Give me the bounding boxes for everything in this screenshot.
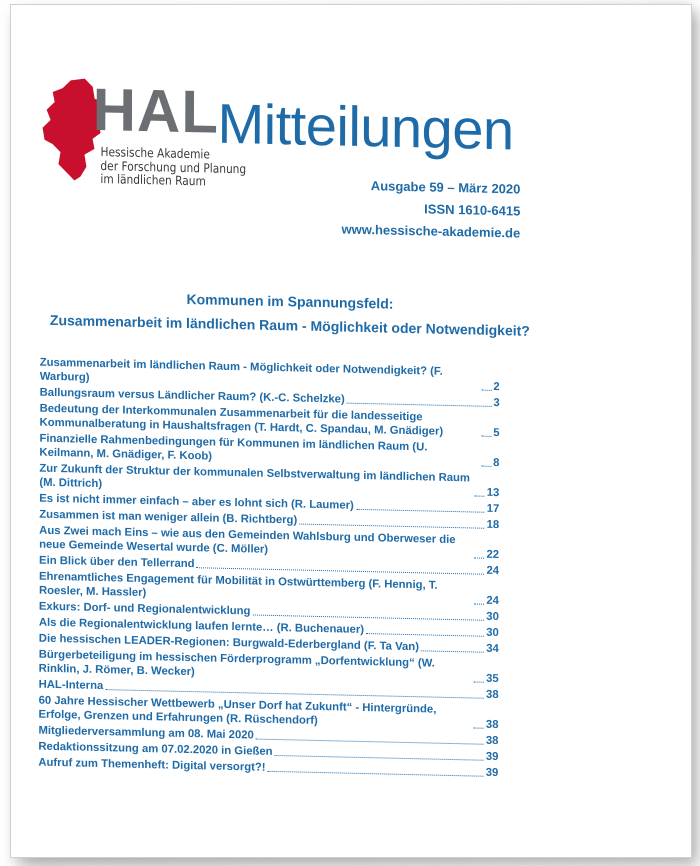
theme-subheadline: Zusammenarbeit im ländlichen Raum - Möglichkeit oder Notwendigkeit? bbox=[49, 311, 530, 339]
hal-wordmark: HAL bbox=[92, 75, 220, 146]
toc-item-title: Als die Regionalentwicklung laufen lernte… (R. Buchenauer) bbox=[38, 616, 365, 637]
toc-item-title: 60 Jahre Hessischer Wettbewerb „Unser Dorf hat Zukunft“ - Hintergründe, Erfolge, Grenzen und Erfahrungen (R. Rüschendorf) bbox=[38, 694, 437, 727]
toc-leader-dots bbox=[481, 435, 491, 437]
toc-item-title: Zusammen ist man weniger allein (B. Richtberg) bbox=[39, 508, 298, 527]
toc-leader-dots bbox=[347, 402, 492, 407]
toc-item-title: Redaktionssitzung am 07.02.2020 in Gießen bbox=[38, 740, 273, 758]
issue-info bbox=[280, 173, 520, 244]
toc-item-page: 22 bbox=[486, 548, 500, 562]
issue-number: Ausgabe 59 – März 2020 bbox=[370, 178, 521, 197]
toc-item-title: Ballungsraum versus Ländlicher Raum? (K.-C. Schelzke) bbox=[39, 386, 345, 406]
toc-item-page: 38 bbox=[486, 688, 499, 702]
toc-leader-dots bbox=[481, 389, 491, 391]
toc-leader-dots bbox=[474, 681, 484, 683]
toc-item-title: Aufruf zum Themenheft: Digital versorgt?! bbox=[38, 756, 266, 774]
toc-item-page: 5 bbox=[493, 426, 500, 440]
toc-leader-dots bbox=[275, 754, 484, 761]
publication-title: Mitteilungen bbox=[217, 91, 514, 162]
toc-item-title: Exkurs: Dorf- und Regionalentwicklung bbox=[38, 600, 251, 618]
toc-leader-dots bbox=[299, 523, 484, 529]
toc-item-page: 38 bbox=[485, 734, 499, 748]
toc-item-title: Bürgerbeteiligung im hessischen Förderprogramm „Dorfentwicklung“ (W. Rinklin, J. Römer, B. Wecker) bbox=[38, 648, 435, 679]
issn: ISSN 1610-6415 bbox=[424, 201, 521, 219]
org-line-1: Hessische Akademie bbox=[100, 144, 210, 162]
toc-leader-dots bbox=[252, 613, 484, 620]
org-line-3: im ländlichen Raum bbox=[100, 171, 206, 189]
toc-leader-dots bbox=[268, 770, 484, 777]
toc-item-title: Mitgliederversammlung am 08. Mai 2020 bbox=[38, 724, 254, 742]
toc-leader-dots bbox=[366, 632, 484, 637]
toc-item-page: 24 bbox=[486, 594, 499, 608]
toc-item-page: 35 bbox=[486, 672, 499, 686]
toc-item-page: 18 bbox=[486, 518, 500, 532]
toc-item-title: Ehrenamtliches Engagement für Mobilität in Ostwürttemberg (F. Hennig, T. Roesler, M. Hassler) bbox=[38, 570, 438, 600]
toc-leader-dots bbox=[475, 557, 485, 559]
toc-leader-dots bbox=[356, 508, 485, 513]
toc-item-page: 30 bbox=[486, 626, 499, 640]
page-content bbox=[10, 5, 691, 858]
org-line-2: der Forschung und Planung bbox=[100, 157, 247, 176]
toc-item-page: 34 bbox=[486, 642, 499, 656]
toc-item-title: Bedeutung der Interkommunalen Zusammenarbeit für die landesseitige Kommunalberatung in Haushaltsfragen (T. Hardt, C. Spandau, M. Gnädiger) bbox=[39, 402, 444, 438]
document-sheet bbox=[10, 4, 692, 858]
toc-item-page: 8 bbox=[493, 456, 500, 470]
toc-leader-dots bbox=[474, 727, 484, 729]
toc-leader-dots bbox=[421, 649, 484, 652]
toc-leader-dots bbox=[481, 465, 491, 467]
theme-headline: Kommunen im Spannungsfeld: bbox=[186, 290, 394, 312]
toc-item-title: HAL-Interna bbox=[38, 678, 104, 693]
toc-item-title: Finanzielle Rahmenbedingungen für Kommunen im ländlichen Raum (U. Keilmann, M. Gnädiger, F. Koob) bbox=[39, 432, 428, 463]
toc-item-page: 39 bbox=[485, 766, 499, 780]
toc-leader-dots bbox=[256, 738, 484, 745]
toc-item-page: 30 bbox=[486, 610, 499, 624]
toc-leader-dots bbox=[475, 495, 485, 497]
toc-item-page: 24 bbox=[486, 564, 500, 578]
toc-item-page: 3 bbox=[493, 396, 500, 410]
hal-logo bbox=[36, 76, 246, 201]
website-link[interactable]: www.hessische-akademie.de bbox=[341, 221, 521, 241]
toc-item-page: 13 bbox=[486, 486, 500, 500]
toc-item-title: Aus Zwei mach Eins – wie aus den Gemeinden Wahlsburg und Oberweser die neue Gemeinde Wesertal wurde (C. Möller) bbox=[39, 524, 456, 556]
toc-item-title: Ein Blick über den Tellerrand bbox=[39, 554, 195, 571]
toc-item-title: Es ist nicht immer einfach – aber es lohnt sich (R. Laumer) bbox=[39, 492, 354, 512]
toc-item-title: Zur Zukunft der Struktur der kommunalen Selbstverwaltung im ländlichen Raum (M. Dittrich) bbox=[39, 462, 471, 491]
toc-item-title: Die hessischen LEADER-Regionen: Burgwald-Ederbergland (F. Ta Van) bbox=[38, 632, 419, 654]
toc-item-page: 38 bbox=[485, 718, 499, 732]
table-of-contents bbox=[38, 356, 499, 782]
toc-item-page: 2 bbox=[493, 380, 500, 394]
toc-item-title: Zusammenarbeit im ländlichen Raum - Möglichkeit oder Notwendigkeit? (F. Warburg) bbox=[39, 356, 443, 384]
toc-item-page: 17 bbox=[486, 502, 500, 516]
toc-item-page: 39 bbox=[485, 750, 499, 764]
toc-leader-dots bbox=[474, 603, 484, 605]
